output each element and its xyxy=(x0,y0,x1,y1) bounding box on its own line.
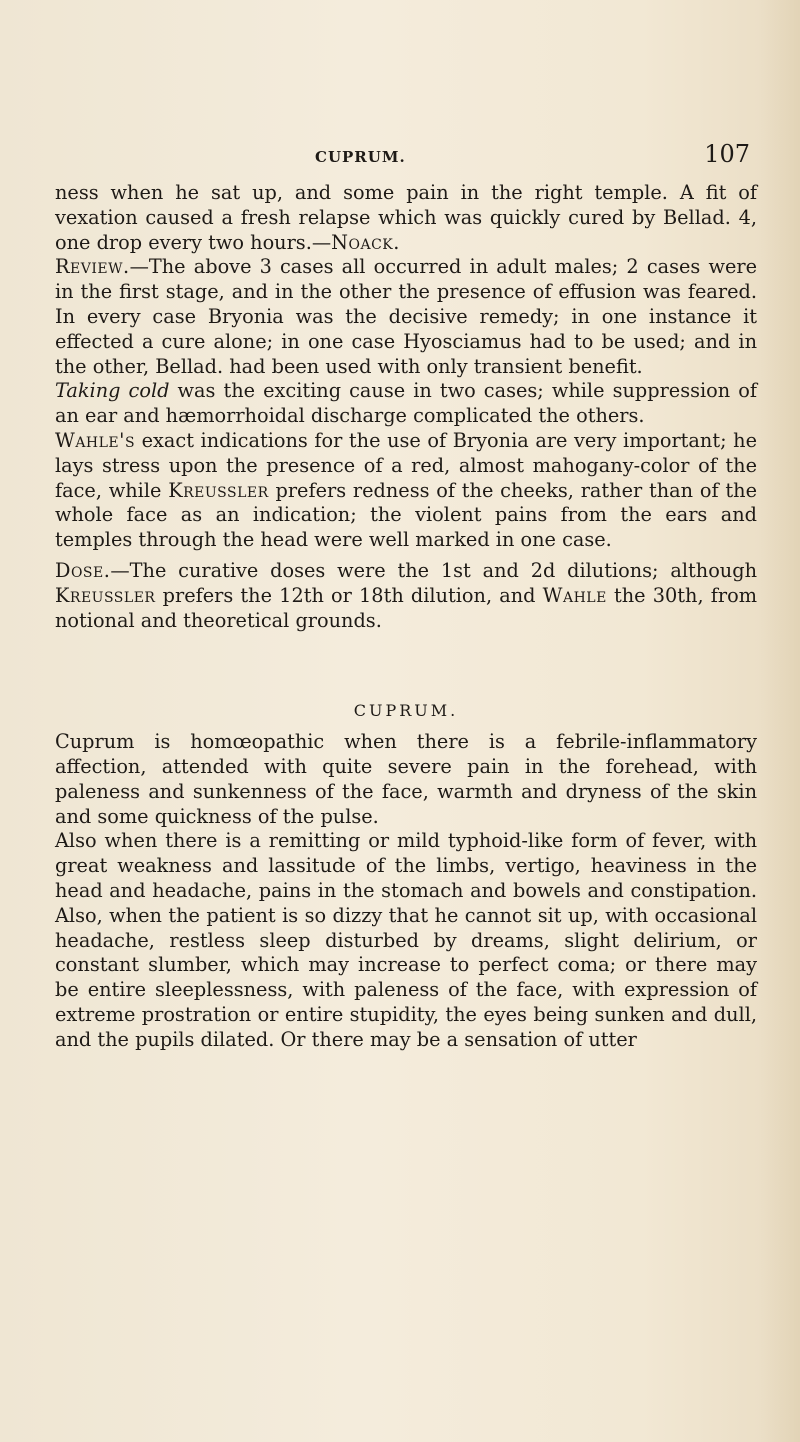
running-title: CUPRUM. xyxy=(315,148,406,166)
paragraph-review: Review.—The above 3 cases all occurred in adult males; 2 cases were in the first stage, and in the other the presence of effusion was feared. In every case Bryonia was the decisive remedy; in one instance it effected a cure alone; in one case Hyosciamus had to be used; and in the other, Bellad. had been used with only transient benefit. xyxy=(55,255,757,378)
paragraph-taking-cold: Taking cold was the exciting cause in two cases; while suppression of an ear and hæmorrhoidal discharge complicated the others. xyxy=(55,379,757,428)
author-noack: Noack. xyxy=(331,230,400,254)
page-header xyxy=(50,140,750,180)
page-number: 107 xyxy=(704,140,750,168)
paragraph-cuprum-2: Also when there is a remitting or mild typhoid-like form of fever, with great weakness and lassitude of the limbs, vertigo, heaviness in the head and headache, pains in the stomach and bowels and constipation. Also, when the patient is so dizzy that he cannot sit up, with occasional headache, restless sleep disturbed by dreams, slight delirium, or constant slumber, which may increase to perfect coma; or there may be entire sleeplessness, with paleness of the face, with expression of extreme prostration or entire stupidity, the eyes being sunken and dull, and the pupils dilated. Or there may be a sensation of utter xyxy=(55,829,757,1051)
name-kreussler: Kreussler xyxy=(168,478,269,502)
section-heading-cuprum: CUPRUM. xyxy=(353,701,459,721)
name-wahle-2: Wahle xyxy=(542,583,607,607)
taking-cold-emphasis: Taking cold xyxy=(55,379,170,403)
name-wahle: Wahle's xyxy=(55,428,136,452)
paragraph-cuprum-1: Cuprum is homœopathic when there is a febrile-inflammatory affection, attended with quite severe pain in the forehead, with paleness and sunkenness of the face, warmth and dryness of the skin and some quickness of the pulse. xyxy=(55,730,757,828)
paragraph-wahle: Wahle's exact indications for the use of Bryonia are very important; he lays stress upon the presence of a red, almost mahogany-color of the face, while Kreussler prefers redness of the cheeks, rather than of the whole face as an indication; the violent pains from the ears and temples through the head were well marked in one case. xyxy=(55,428,757,552)
review-lead: Review. xyxy=(55,255,130,279)
paragraph-dose: Dose.—The curative doses were the 1st and 2d dilutions; although Kreussler prefers the 12th or 18th dilution, and Wahle the 30th, from notional and theoretical grounds. xyxy=(55,558,757,632)
dose-lead: Dose. xyxy=(55,558,111,582)
body-text xyxy=(55,181,757,1053)
name-kreussler-2: Kreussler xyxy=(55,583,156,607)
paragraph-1: ness when he sat up, and some pain in the right temple. A fit of vexation caused a fresh relapse which was quickly cured by Bellad. 4, one drop every two hours.—Noack. xyxy=(55,181,757,254)
page-edge-shading xyxy=(760,0,800,1442)
